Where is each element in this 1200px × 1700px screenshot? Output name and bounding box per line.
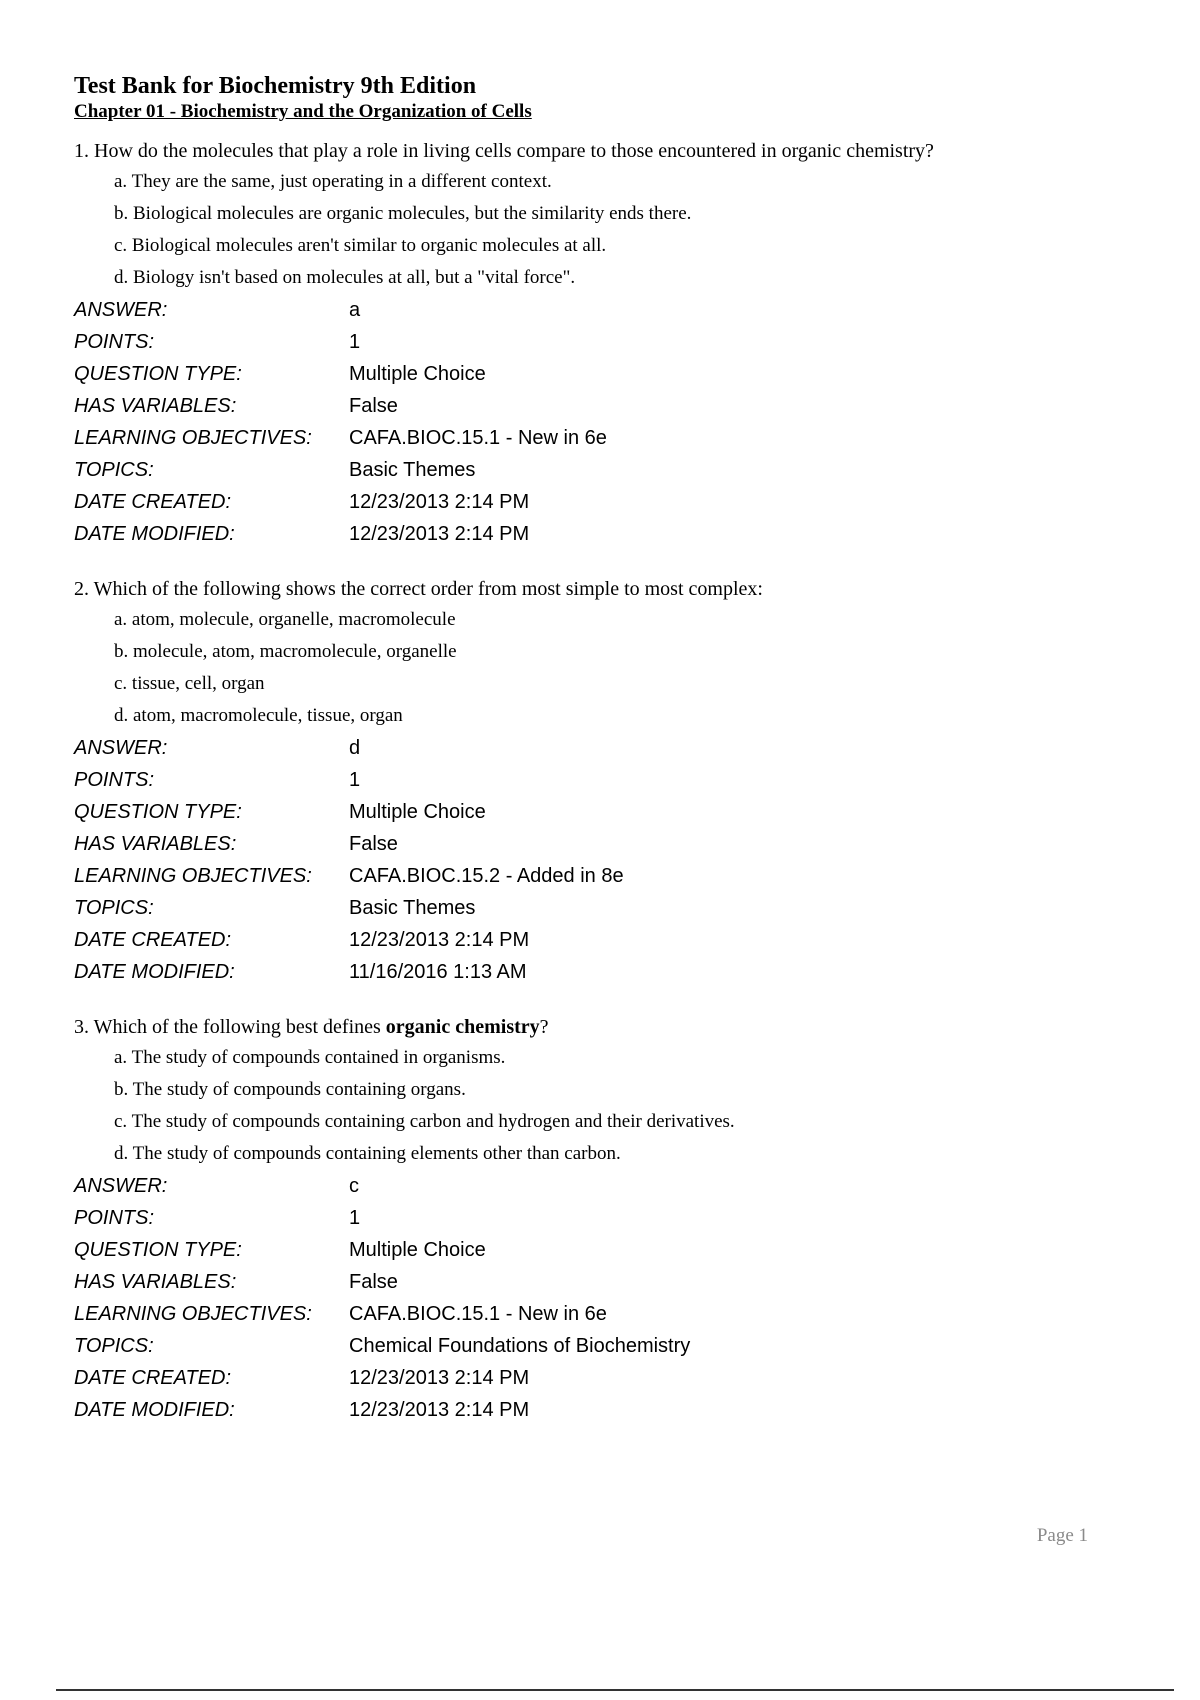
meta-key: TOPICS: (74, 897, 154, 919)
meta-row-answer (74, 732, 1134, 764)
meta-key: LEARNING OBJECTIVES: (74, 865, 312, 887)
question-stem-emphasis: organic chemistry (385, 1016, 540, 1038)
meta-key: QUESTION TYPE: (74, 363, 242, 385)
meta-key: QUESTION TYPE: (74, 1239, 242, 1261)
meta-value: 1 (349, 769, 361, 791)
answer-option: d. atom, macromolecule, tissue, organ (114, 705, 403, 726)
meta-value: 1 (349, 1207, 361, 1229)
meta-key: DATE CREATED: (74, 929, 232, 951)
question-stem: 2. Which of the following shows the correct order from most simple to most complex: (74, 578, 763, 600)
question-stem-text: 3. Which of the following best defines (74, 1016, 386, 1038)
meta-value: d (349, 737, 361, 759)
meta-value: c (349, 1175, 359, 1197)
document-page (74, 72, 1134, 1450)
meta-key: ANSWER: (74, 1175, 168, 1197)
meta-value: CAFA.BIOC.15.1 - New in 6e (349, 427, 607, 449)
answer-options (74, 604, 1134, 732)
meta-row-date-created (74, 486, 1134, 518)
meta-value: 12/23/2013 2:14 PM (349, 929, 530, 951)
meta-value: False (349, 833, 398, 855)
meta-row-topics (74, 454, 1134, 486)
question-stem: 1. How do the molecules that play a role in living cells compare to those encountered in organic chemistry? (74, 140, 934, 162)
meta-value: False (349, 395, 398, 417)
meta-row-date-modified (74, 518, 1134, 550)
meta-value: 12/23/2013 2:14 PM (349, 491, 530, 513)
meta-key: LEARNING OBJECTIVES: (74, 1303, 312, 1325)
meta-row-points (74, 764, 1134, 796)
meta-key: POINTS: (74, 331, 155, 353)
answer-option: c. The study of compounds containing carbon and hydrogen and their derivatives. (114, 1111, 735, 1132)
meta-key: DATE CREATED: (74, 491, 232, 513)
meta-row-answer (74, 294, 1134, 326)
question-stem (74, 1012, 1134, 1042)
meta-key: POINTS: (74, 769, 155, 791)
meta-key: HAS VARIABLES: (74, 395, 237, 417)
meta-key: TOPICS: (74, 1335, 154, 1357)
answer-option: b. molecule, atom, macromolecule, organelle (114, 641, 457, 662)
meta-row-date-modified (74, 1394, 1134, 1426)
question-metadata (74, 294, 1134, 550)
answer-options (74, 1042, 1134, 1170)
meta-value: 12/23/2013 2:14 PM (349, 523, 530, 545)
meta-value: 12/23/2013 2:14 PM (349, 1367, 530, 1389)
meta-value: Chemical Foundations of Biochemistry (349, 1335, 691, 1357)
meta-value: CAFA.BIOC.15.1 - New in 6e (349, 1303, 607, 1325)
meta-row-learning-objectives (74, 1298, 1134, 1330)
meta-value: 11/16/2016 1:13 AM (349, 961, 527, 983)
answer-options (74, 166, 1134, 294)
meta-value: Multiple Choice (349, 363, 486, 385)
meta-value: a (349, 299, 361, 321)
question-block (74, 574, 1134, 988)
meta-row-points (74, 1202, 1134, 1234)
question-metadata (74, 732, 1134, 988)
meta-row-question-type (74, 796, 1134, 828)
answer-option: d. The study of compounds containing elements other than carbon. (114, 1143, 621, 1164)
meta-key: ANSWER: (74, 299, 168, 321)
meta-key: DATE MODIFIED: (74, 961, 235, 983)
meta-key: ANSWER: (74, 737, 168, 759)
meta-key: HAS VARIABLES: (74, 833, 237, 855)
answer-option: c. tissue, cell, organ (114, 673, 265, 694)
meta-key: DATE MODIFIED: (74, 523, 235, 545)
question-block (74, 136, 1134, 550)
meta-row-has-variables (74, 390, 1134, 422)
meta-row-date-created (74, 924, 1134, 956)
meta-row-learning-objectives (74, 860, 1134, 892)
answer-option: d. Biology isn't based on molecules at all, but a "vital force". (114, 267, 576, 288)
meta-value: 12/23/2013 2:14 PM (349, 1399, 530, 1421)
meta-key: HAS VARIABLES: (74, 1271, 237, 1293)
meta-value: Basic Themes (349, 459, 476, 481)
answer-option: a. atom, molecule, organelle, macromolecule (114, 609, 456, 630)
meta-key: QUESTION TYPE: (74, 801, 242, 823)
footer-divider (56, 1689, 1174, 1691)
answer-option: b. Biological molecules are organic molecules, but the similarity ends there. (114, 203, 692, 224)
meta-row-question-type (74, 358, 1134, 390)
meta-key: DATE CREATED: (74, 1367, 232, 1389)
question-metadata (74, 1170, 1134, 1426)
meta-row-learning-objectives (74, 422, 1134, 454)
meta-row-has-variables (74, 1266, 1134, 1298)
meta-value: False (349, 1271, 398, 1293)
meta-value: Basic Themes (349, 897, 476, 919)
meta-row-answer (74, 1170, 1134, 1202)
meta-row-date-modified (74, 956, 1134, 988)
meta-row-question-type (74, 1234, 1134, 1266)
document-title: Test Bank for Biochemistry 9th Edition (74, 73, 477, 99)
meta-row-topics (74, 1330, 1134, 1362)
meta-row-topics (74, 892, 1134, 924)
meta-row-date-created (74, 1362, 1134, 1394)
meta-value: Multiple Choice (349, 801, 486, 823)
meta-row-has-variables (74, 828, 1134, 860)
meta-key: LEARNING OBJECTIVES: (74, 427, 312, 449)
meta-value: Multiple Choice (349, 1239, 486, 1261)
meta-key: TOPICS: (74, 459, 154, 481)
meta-key: POINTS: (74, 1207, 155, 1229)
answer-option: a. The study of compounds contained in organisms. (114, 1047, 506, 1068)
question-block (74, 1012, 1134, 1426)
meta-key: DATE MODIFIED: (74, 1399, 235, 1421)
answer-option: c. Biological molecules aren't similar to organic molecules at all. (114, 235, 607, 256)
page-number: Page 1 (1036, 1525, 1088, 1546)
meta-row-points (74, 326, 1134, 358)
meta-value: 1 (349, 331, 361, 353)
meta-value: CAFA.BIOC.15.2 - Added in 8e (349, 865, 624, 887)
chapter-title: Chapter 01 - Biochemistry and the Organization of Cells (74, 101, 532, 122)
question-stem-end: ? (539, 1016, 549, 1038)
answer-option: b. The study of compounds containing organs. (114, 1079, 466, 1100)
answer-option: a. They are the same, just operating in a different context. (114, 171, 552, 192)
